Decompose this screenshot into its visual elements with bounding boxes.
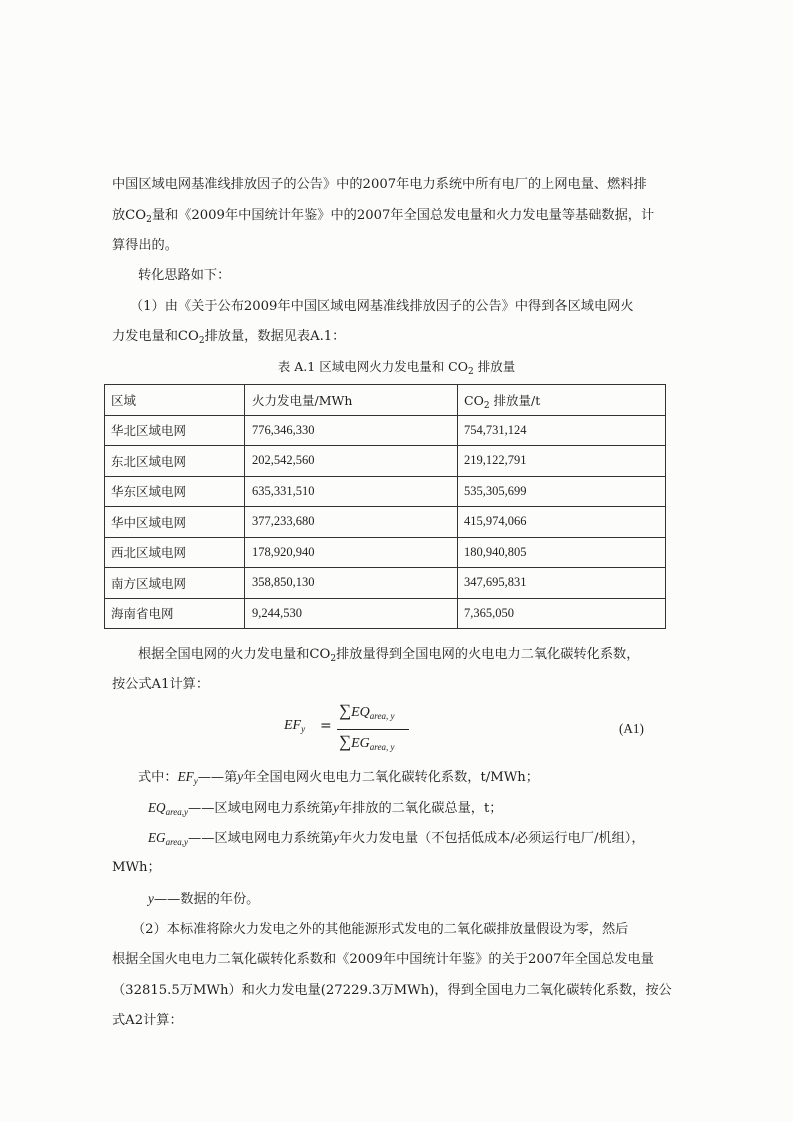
para4-line2: 按公式A1计算： (112, 677, 210, 692)
cell-emission: 347,695,831 (458, 568, 666, 599)
def-y: y——数据的年份。 (148, 891, 260, 907)
cell-emission: 754,731,124 (458, 415, 666, 446)
table-row (105, 415, 666, 446)
cell-region: 华中区域电网 (105, 507, 245, 538)
formula-lhs: $EF_y$ (284, 718, 306, 734)
para2: 转化思路如下： (138, 268, 231, 283)
formula-a1 (284, 701, 424, 757)
para5-line2: 根据全国火电电力二氧化碳转化系数和《2009年中国统计年鉴》的关于2007年全国总发电量 (112, 952, 654, 967)
def-ef: 式中：$EF_y——$第y年全国电网火电电力二氧化碳转化系数，t/MWh； (138, 769, 539, 786)
cell-region: 海南省电网 (105, 598, 245, 629)
table-row (105, 446, 666, 477)
def-eq: $EQ_{area,y}——$区域电网电力系统第y年排放的二氧化碳总量，t； (148, 800, 503, 817)
header-emission: $CO_2$ 排放量/t (458, 385, 666, 416)
cell-region: 西北区域电网 (105, 537, 245, 568)
para1-line1: 中国区域电网基准线排放因子的公告》中的2007年电力系统中所有电厂的上网电量、燃料排 (112, 177, 647, 192)
table-row (105, 476, 666, 507)
cell-region: 东北区域电网 (105, 446, 245, 477)
cell-generation: 377,233,680 (245, 507, 458, 538)
cell-generation: 776,346,330 (245, 415, 458, 446)
header-region: 区域 (105, 385, 245, 416)
cell-emission: 7,365,050 (458, 598, 666, 629)
cell-emission: 535,305,699 (458, 476, 666, 507)
cell-generation: 202,542,560 (245, 446, 458, 477)
formula-numerator: $\sum EQ_{area, y}$ (339, 701, 395, 721)
table-row (105, 507, 666, 538)
table-caption: 表 A.1 区域电网火力发电量和 $CO_2$ 排放量 (277, 359, 516, 377)
table-row (105, 537, 666, 568)
formula-label: (A1) (619, 721, 644, 736)
para3-line2: 力发电量和$CO_2$排放量，数据见表A.1： (112, 329, 346, 346)
cell-generation: 9,244,530 (245, 598, 458, 629)
def-eg-cont: MWh； (112, 860, 161, 875)
para3-line1: （1）由《关于公布2009年中国区域电网基准线排放因子的公告》中得到各区域电网火 (130, 299, 634, 314)
para1-line3: 算得出的。 (112, 238, 178, 253)
formula-denominator: $\sum EG_{area, y}$ (339, 732, 395, 752)
table-row (105, 598, 666, 629)
cell-region: 华北区域电网 (105, 415, 245, 446)
cell-region: 南方区域电网 (105, 568, 245, 599)
para1-line2: 放$CO_2$量和《2009年中国统计年鉴》中的2007年全国总发电量和火力发电量等基础数据，计 (112, 208, 655, 225)
cell-generation: 358,850,130 (245, 568, 458, 599)
cell-generation: 635,331,510 (245, 476, 458, 507)
table-header-row (105, 385, 666, 416)
def-eg: $EG_{area,y}——$区域电网电力系统第y年火力发电量（不包括低成本/必须运行电厂/机组）， (148, 830, 645, 847)
table-row (105, 568, 666, 599)
para5-line1: （2）本标准将除火力发电之外的其他能源形式发电的二氧化碳排放量假设为零，然后 (132, 922, 629, 937)
formula-fraction-bar (337, 729, 409, 730)
para4-line1: 根据全国电网的火力发电量和$CO_2$排放量得到全国电网的火电电力二氧化碳转化系数， (138, 647, 640, 664)
cell-emission: 180,940,805 (458, 537, 666, 568)
para5-line3: （32815.5万MWh）和火力发电量(27229.3万MWh)，得到全国电力二氧化碳转化系数，按公 (112, 983, 672, 998)
formula-equals: = (320, 718, 332, 734)
emissions-table (104, 384, 666, 629)
cell-region: 华东区域电网 (105, 476, 245, 507)
para5-line4: 式A2计算： (112, 1013, 183, 1028)
cell-generation: 178,920,940 (245, 537, 458, 568)
cell-emission: 219,122,791 (458, 446, 666, 477)
header-generation: 火力发电量/MWh (245, 385, 458, 416)
cell-emission: 415,974,066 (458, 507, 666, 538)
